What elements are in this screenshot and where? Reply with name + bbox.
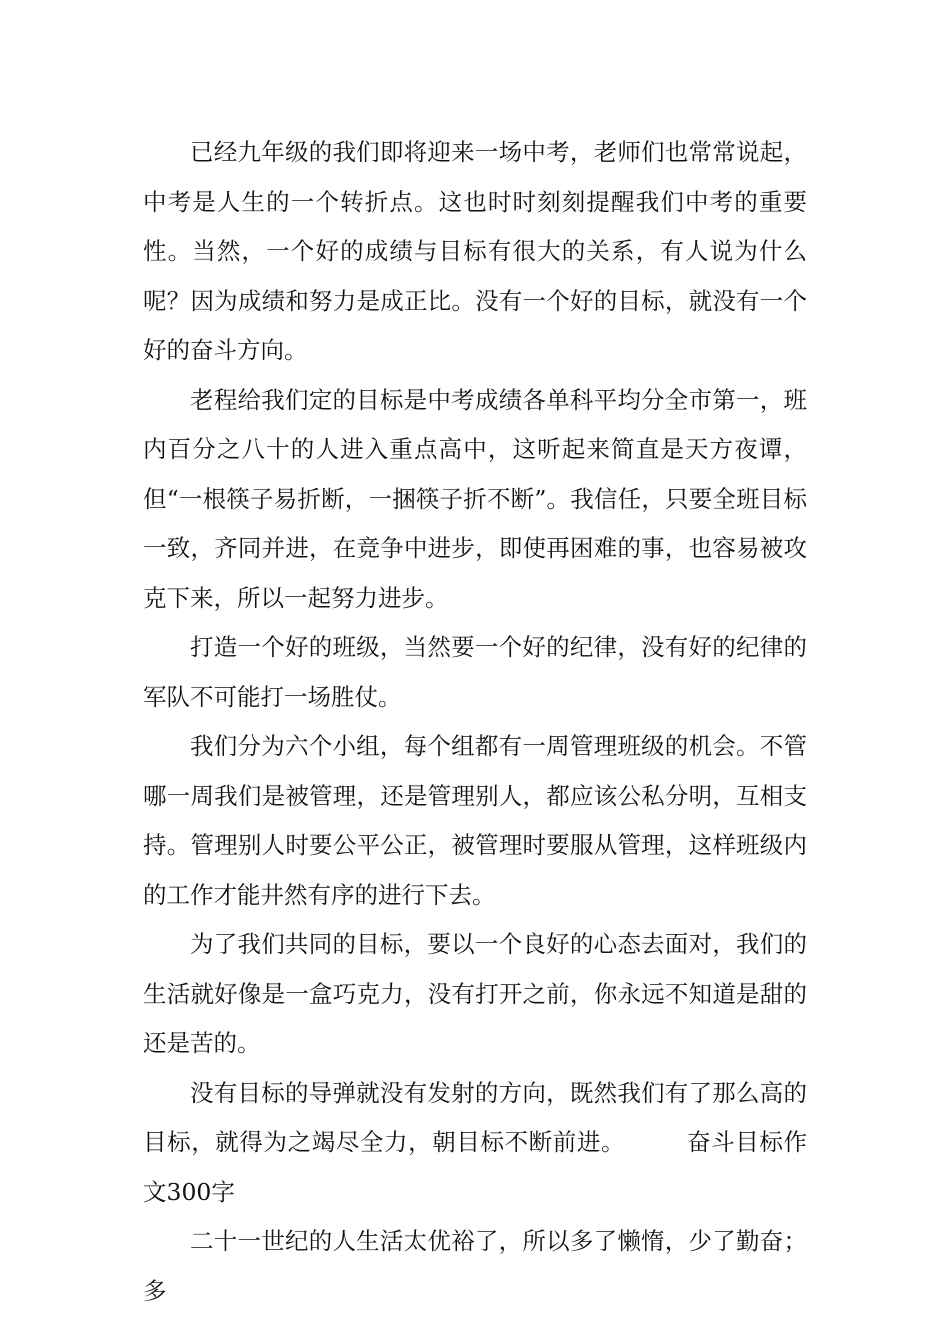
document-body <box>143 128 807 1316</box>
paragraph-2: 老程给我们定的目标是中考成绩各单科平均分全市第一，班内百分之八十的人进入重点高中，这听起来简直是天方夜谭，但“一根筷子易折断，一捆筷子折不断”。我信任，只要全班目标一致，齐同并进，在竞争中进步，即使再困难的事，也容易被攻克下来，所以一起努力进步。 <box>143 385 807 612</box>
paragraph-5: 为了我们共同的目标，要以一个良好的心态去面对，我们的生活就好像是一盒巧克力，没有打开之前，你永远不知道是甜的还是苦的。 <box>143 930 807 1057</box>
inline-essay-title: 奋斗目标作文300字 <box>143 1128 808 1206</box>
paragraph-6 <box>143 1069 807 1218</box>
paragraph-1: 已经九年级的我们即将迎来一场中考，老师们也常常说起，中考是人生的一个转折点。这也时时刻刻提醒我们中考的重要性。当然，一个好的成绩与目标有很大的关系，有人说为什么呢？因为成绩和努力是成正比。没有一个好的目标，就没有一个好的奋斗方向。 <box>143 138 807 364</box>
paragraph-4: 我们分为六个小组，每个组都有一周管理班级的机会。不管哪一周我们是被管理，还是管理别人，都应该公私分明，互相支持。管理别人时要公平公正，被管理时要服从管理，这样班级内的工作才能井然有序的进行下去。 <box>143 732 807 909</box>
paragraph-6-text: 没有目标的导弹就没有发射的方向，既然我们有了那么高的目标，就得为之竭尽全力，朝目标不断前进。 <box>143 1078 807 1156</box>
paragraph-3: 打造一个好的班级，当然要一个好的纪律，没有好的纪律的军队不可能打一场胜仗。 <box>143 633 807 711</box>
paragraph-7: 二十一世纪的人生活太优裕了，所以多了懒惰，少了勤奋；多 <box>143 1227 807 1305</box>
